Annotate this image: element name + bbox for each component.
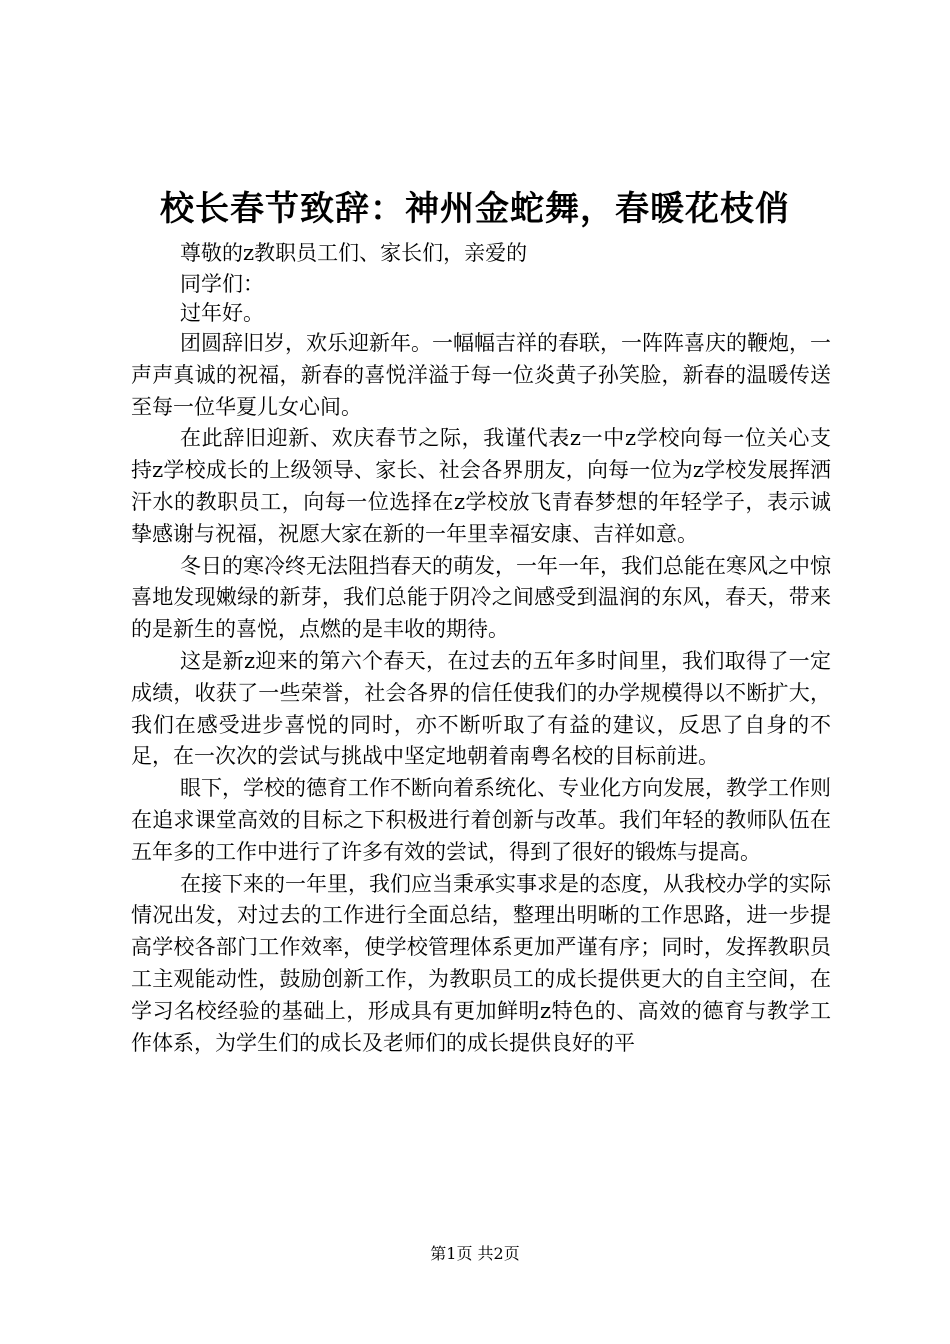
document-title: 校长春节致辞：神州金蛇舞，春暖花枝俏 — [160, 189, 790, 229]
paragraph-4: 这是新z迎来的第六个春天，在过去的五年多时间里，我们取得了一定成绩，收获了一些荣誉，社会各界的信任使我们的办学规模得以不断扩大，我们在感受进步喜悦的同时，亦不断听取了有益的建议，反思了自身的不足，在一次次的尝试与挑战中坚定地朝着南粤名校的目标前进。 — [131, 648, 831, 769]
greeting-line: 过年好。 — [180, 301, 264, 325]
salutation-line-1: 尊敬的z教职员工们、家长们，亲爱的 — [180, 241, 528, 265]
paragraph-3: 冬日的寒冷终无法阻挡春天的萌发，一年一年，我们总能在寒风之中惊喜地发现嫩绿的新芽，我们总能于阴冷之间感受到温润的东风，春天，带来的是新生的喜悦，点燃的是丰收的期待。 — [131, 553, 831, 642]
salutation-line-2: 同学们： — [180, 272, 264, 296]
body-text — [131, 328, 831, 1059]
paragraph-6: 在接下来的一年里，我们应当秉承实事求是的态度，从我校办学的实际情况出发，对过去的工作进行全面总结，整理出明晰的工作思路，进一步提高学校各部门工作效率，使学校管理体系更加严谨有序；同时，发挥教职员工主观能动性，鼓励创新工作，为教职员工的成长提供更大的自主空间，在学习名校经验的基础上，形成具有更加鲜明z特色的、高效的德育与教学工作体系，为学生们的成长及老师们的成长提供良好的平 — [131, 871, 831, 1055]
paragraph-5: 眼下，学校的德育工作不断向着系统化、专业化方向发展，教学工作则在追求课堂高效的目标之下积极进行着创新与改革。我们年轻的教师队伍在五年多的工作中进行了许多有效的尝试，得到了很好的锻炼与提高。 — [131, 776, 831, 864]
paragraph-1: 团圆辞旧岁，欢乐迎新年。一幅幅吉祥的春联，一阵阵喜庆的鞭炮，一声声真诚的祝福，新春的喜悦洋溢于每一位炎黄子孙笑脸，新春的温暖传送至每一位华夏儿女心间。 — [131, 331, 831, 419]
page-footer: 第1页 共2页 — [430, 1244, 520, 1263]
paragraph-2: 在此辞旧迎新、欢庆春节之际，我谨代表z一中z学校向每一位关心支持z学校成长的上级领导、家长、社会各界朋友，向每一位为z学校发展挥洒汗水的教职员工，向每一位选择在z学校放飞青春梦想的年轻学子，表示诚挚感谢与祝福，祝愿大家在新的一年里幸福安康、吉祥如意。 — [131, 426, 831, 546]
